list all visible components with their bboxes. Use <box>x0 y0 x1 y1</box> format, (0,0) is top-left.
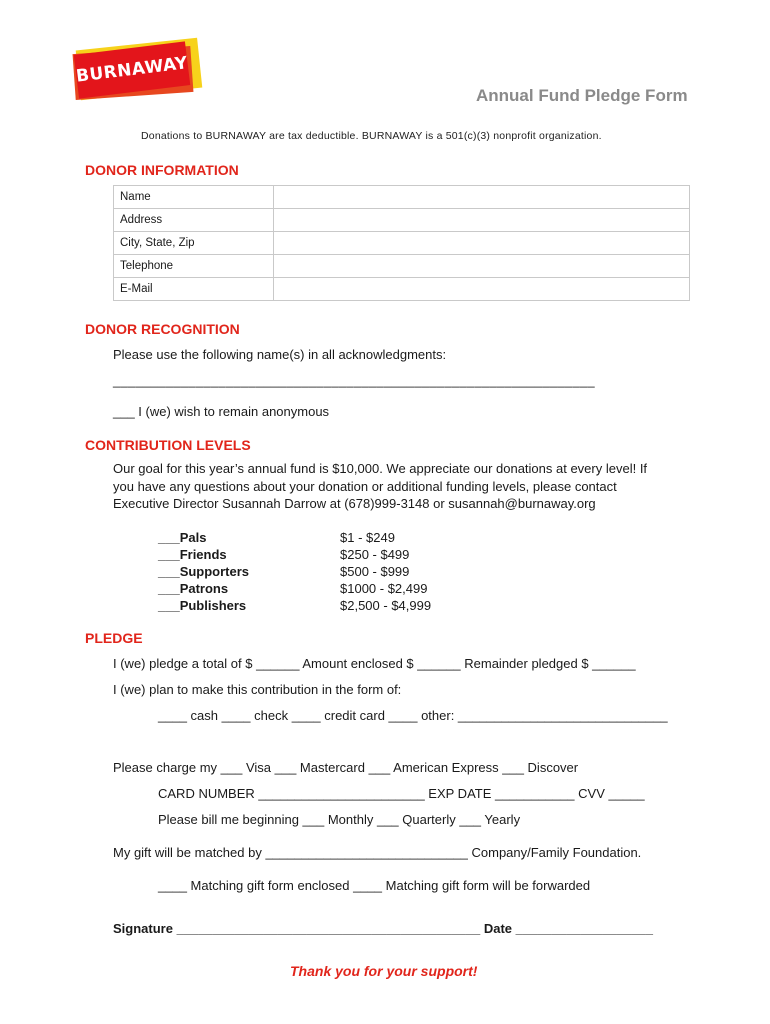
level-pals[interactable]: ___Pals <box>158 530 207 545</box>
page-title: Annual Fund Pledge Form <box>476 86 688 105</box>
pledge-total-line[interactable]: I (we) pledge a total of $ ______ Amount enclosed $ ______ Remainder pledged $ ______ <box>113 656 636 671</box>
tax-note: Donations to BURNAWAY are tax deductible. BURNAWAY is a 501(c)(3) nonprofit organization. <box>141 130 602 142</box>
donor-information-heading: DONOR INFORMATION <box>85 162 239 178</box>
city-state-zip-field[interactable] <box>274 232 690 255</box>
card-details-line[interactable]: CARD NUMBER _______________________ EXP DATE ___________ CVV _____ <box>158 786 645 801</box>
name-field[interactable] <box>274 186 690 209</box>
level-patrons[interactable]: ___Patrons <box>158 581 229 596</box>
contribution-levels-heading: CONTRIBUTION LEVELS <box>85 437 251 453</box>
table-row <box>114 232 690 255</box>
level-pals-range: $1 - $249 <box>340 530 395 545</box>
contribution-paragraph-line: Executive Director Susannah Darrow at (678)999-3148 or susannah@burnaway.org <box>113 496 596 511</box>
signature-date-line[interactable]: Signature __________________________________________ Date ___________________ <box>113 921 653 936</box>
level-publishers-range: $2,500 - $4,999 <box>340 598 432 613</box>
address-label: Address <box>114 209 274 232</box>
contribution-form-intro: I (we) plan to make this contribution in the form of: <box>113 682 402 697</box>
level-supporters-range: $500 - $999 <box>340 564 410 579</box>
logo-text: BURNAWAY <box>75 53 189 87</box>
telephone-field[interactable] <box>274 255 690 278</box>
matching-company-line[interactable]: My gift will be matched by ____________________________ Company/Family Foundation. <box>113 845 642 860</box>
card-type-options[interactable]: Please charge my ___ Visa ___ Mastercard ___ American Express ___ Discover <box>113 760 579 775</box>
table-row <box>114 186 690 209</box>
contribution-form-options[interactable]: ____ cash ____ check ____ credit card ____ other: _____________________________ <box>158 708 668 723</box>
contribution-paragraph <box>113 460 693 513</box>
contribution-paragraph-line: Our goal for this year’s annual fund is $10,000. We appreciate our donations at every level! If <box>113 461 648 476</box>
level-supporters[interactable]: ___Supporters <box>158 564 250 579</box>
city-state-zip-label: City, State, Zip <box>114 232 274 255</box>
telephone-label: Telephone <box>114 255 274 278</box>
billing-frequency-options[interactable]: Please bill me beginning ___ Monthly ___ Quarterly ___ Yearly <box>158 812 521 827</box>
matching-form-options[interactable]: ____ Matching gift form enclosed ____ Matching gift form will be forwarded <box>158 878 591 893</box>
burnaway-logo <box>70 40 205 102</box>
table-row <box>114 278 690 301</box>
level-patrons-range: $1000 - $2,499 <box>340 581 428 596</box>
email-label: E-Mail <box>114 278 274 301</box>
donor-recognition-heading: DONOR RECOGNITION <box>85 321 240 337</box>
address-field[interactable] <box>274 209 690 232</box>
recognition-name-line[interactable]: ________________________________________________________________ <box>113 373 595 388</box>
name-label: Name <box>114 186 274 209</box>
table-row <box>114 209 690 232</box>
contribution-paragraph-line: you have any questions about your donation or additional funding levels, please contact <box>113 478 617 494</box>
recognition-instruction: Please use the following name(s) in all acknowledgments: <box>113 347 447 362</box>
level-friends-range: $250 - $499 <box>340 547 410 562</box>
table-row <box>114 255 690 278</box>
level-friends[interactable]: ___Friends <box>158 547 227 562</box>
donor-information-table <box>113 185 690 301</box>
thank-you-message: Thank you for your support! <box>290 963 478 979</box>
pledge-heading: PLEDGE <box>85 630 143 646</box>
email-field[interactable] <box>274 278 690 301</box>
anonymous-option[interactable]: ___ I (we) wish to remain anonymous <box>113 404 330 419</box>
level-publishers[interactable]: ___Publishers <box>158 598 247 613</box>
